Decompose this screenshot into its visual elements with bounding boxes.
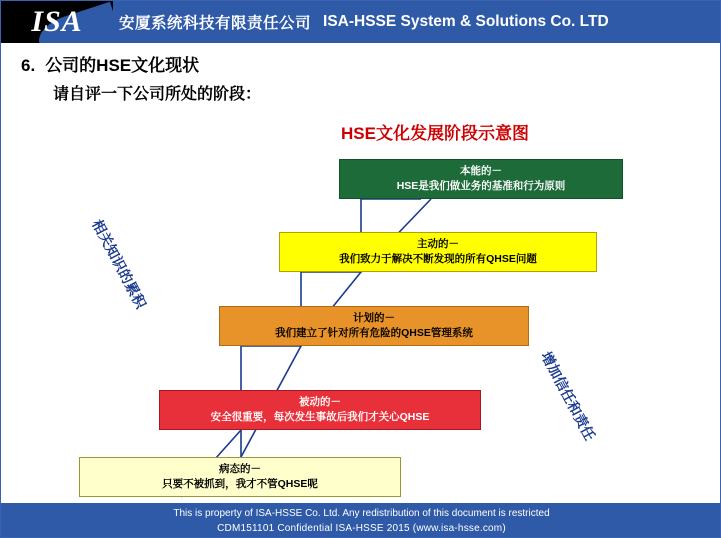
logo-text: ISA: [31, 5, 83, 38]
heading-text: 公司的HSE文化现状: [45, 56, 200, 75]
stage-passive[interactable]: [159, 390, 481, 430]
chart-title: HSE文化发展阶段示意图: [341, 124, 529, 143]
header-title-en: ISA-HSSE System & Solutions Co. LTD: [323, 13, 609, 30]
stage-planned[interactable]: [219, 306, 529, 346]
right-axis-label: 增加信任和责任: [538, 348, 599, 443]
footer-line-2: CDM151101 Confidential ISA-HSSE 2015 (www.isa-hsse.com): [217, 522, 506, 534]
header-title-cn: 安厦系统科技有限责任公司: [119, 15, 312, 32]
stage-passive-desc: 安全很重要，每次发生事故后我们才关心QHSE: [210, 411, 430, 423]
footer-line-1: This is property of ISA-HSSE Co. Ltd. Any redistribution of this document is restricted: [173, 508, 550, 519]
hse-culture-ladder-diagram: [1, 1, 721, 538]
stage-instinct[interactable]: [339, 159, 623, 199]
subheading: 请自评一下公司所处的阶段：: [53, 86, 262, 103]
stage-proactive[interactable]: [279, 232, 597, 272]
stage-instinct-desc: HSE是我们做业务的基准和行为原则: [396, 180, 566, 192]
stage-sick-title: 病态的－: [219, 462, 261, 475]
stage-proactive-desc: 我们致力于解决不断发现的所有QHSE问题: [339, 253, 537, 265]
stage-planned-title: 计划的－: [353, 311, 395, 324]
stage-passive-title: 被动的－: [299, 395, 341, 408]
item-number: 6.: [21, 56, 36, 75]
stage-sick[interactable]: [79, 457, 401, 497]
left-axis-label: 相关知识的累积: [89, 216, 150, 311]
stage-planned-desc: 我们建立了针对所有危险的QHSE管理系统: [275, 327, 473, 339]
stage-sick-desc: 只要不被抓到，我才不管QHSE呢: [162, 478, 318, 490]
stage-instinct-title: 本能的－: [460, 164, 502, 177]
stage-proactive-title: 主动的－: [417, 237, 459, 250]
